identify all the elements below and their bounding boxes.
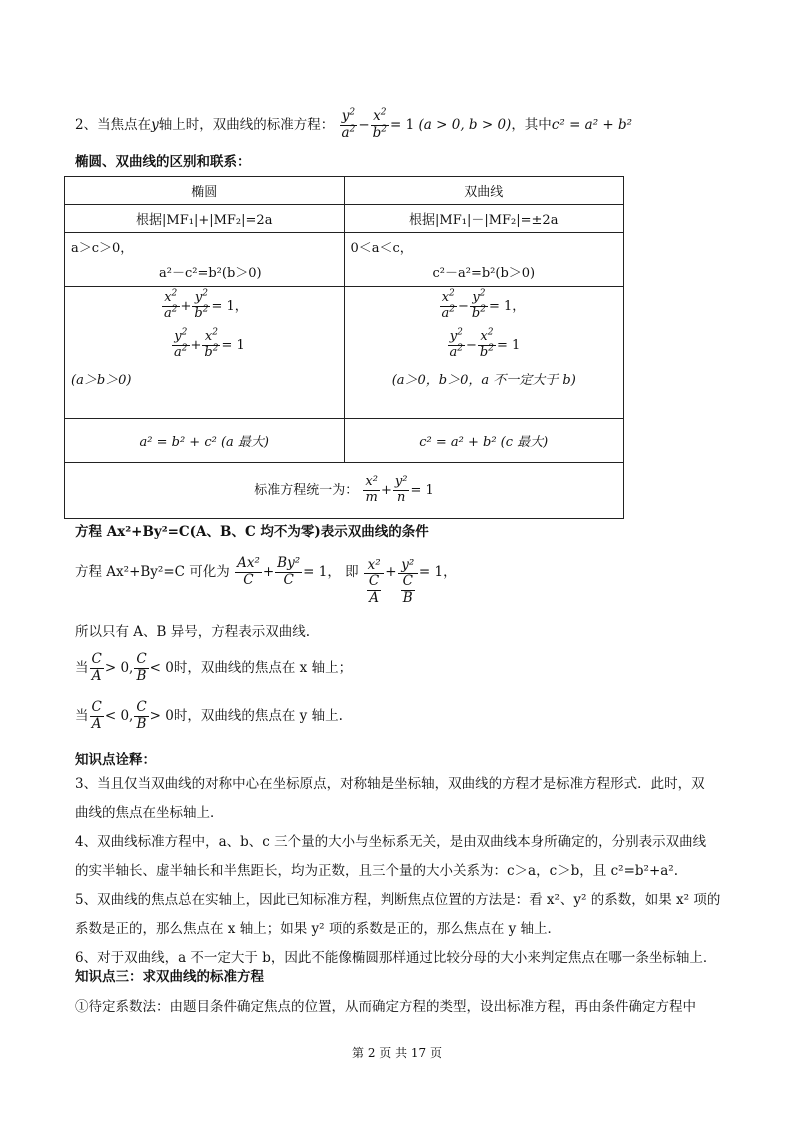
ellipse-equations-cell [65, 287, 345, 419]
explain-line: 6、对于双曲线，a 不一定大于 b，因此不能像椭圆那样通过比较分母的大小来判定焦点在哪一条坐标轴上． [75, 950, 717, 966]
col-hyperbola-header: 双曲线 [344, 177, 624, 205]
condition-line-4: 当 $\frac{C}{A}$ < 0, $\frac{C}{B}$ > 0时，双曲线的焦点在 y 轴上. [75, 699, 343, 732]
point3-line: ①待定系数法：由题目条件确定焦点的位置，从而确定方程的类型，设出标准方程，再由条件确定方程中 [75, 999, 696, 1015]
ellipse-definition: 根据|MF₁|+|MF₂|=2a [65, 205, 345, 233]
item2-line: 2、当焦点在y轴上时，双曲线的标准方程： $\frac{y^2}{a^2}$ − $\frac{x^2}{b^2}$ = 1 (a > 0, b > 0)，其中c² = a² + b² [75, 107, 633, 141]
item2-relation: c² = a² + b² [551, 117, 633, 133]
condition-line-2: 所以只有 A、B 异号，方程表示双曲线. [75, 624, 311, 640]
page-footer: 第 2 页 共 17 页 [352, 1046, 442, 1060]
ellipse-condition: (a＞b＞0) [71, 372, 132, 388]
explain-line: 5、双曲线的焦点总在实轴上，因此已知标准方程，判断焦点位置的方法是：看 x²、y² 的系数，如果 x² 项的 [75, 892, 721, 908]
explain-line: 的实半轴长、虚半轴长和半焦距长，均为正数，且三个量的大小关系为：c＞a，c＞b，且 c²=b²+a². [75, 863, 679, 879]
hyperbola-ac-1: 0＜a＜c， [350, 241, 413, 256]
condition-heading: 方程 Ax²+By²=C(A、B、C 均不为零)表示双曲线的条件 [75, 524, 429, 540]
condition-line-3: 当 $\frac{C}{A}$ > 0, $\frac{C}{B}$ < 0时，双曲线的焦点在 x 轴上； [75, 651, 353, 684]
unified-equation: 标准方程统一为： $\frac{\text{x²}}{m}$ + $\frac{\text{y²}}{n}$ = 1 [65, 463, 624, 519]
explain-line: 4、双曲线标准方程中，a、b、c 三个量的大小与坐标系无关，是由双曲线本身所确定的，分别表示双曲线 [75, 834, 707, 850]
ellipse-ac-1: a＞c＞0， [71, 241, 134, 256]
item2-rhs: = 1 [390, 117, 415, 133]
item2-frac-x: $\frac{x^2}{b^2}$ [372, 107, 388, 141]
ellipse-eq1: $\frac{x^2}{a^2}$ + $\frac{y^2}{b^2}$ = 1， [164, 288, 248, 321]
explain-block [75, 770, 730, 973]
explain-heading: 知识点诠释： [75, 752, 156, 768]
comparison-table [64, 176, 624, 519]
ellipse-ac-2: a²－c²=b²(b＞0) [159, 266, 262, 281]
hyperbola-equations-cell [344, 287, 624, 419]
hyperbola-eq1: $\frac{x^2}{a^2}$ − $\frac{y^2}{b^2}$ = 1， [441, 288, 526, 321]
item2-axis: y [151, 117, 159, 133]
item2-where: ，其中 [511, 117, 552, 133]
hyperbola-eq2: $\frac{y^2}{a^2}$ − $\frac{x^2}{b^2}$ = 1 [449, 327, 521, 360]
col-ellipse-header: 椭圆 [65, 177, 345, 205]
unified-label: 标准方程统一为： [254, 483, 359, 498]
item2-frac-y: $\frac{y^2}{a^2}$ [341, 107, 356, 141]
ellipse-relation: a² = b² + c² (a 最大) [65, 419, 345, 463]
ellipse-ac-cell [65, 233, 345, 287]
hyperbola-condition: (a＞0，b＞0，a 不一定大于 b) [391, 372, 576, 388]
hyperbola-definition: 根据|MF₁|－|MF₂|=±2a [344, 205, 624, 233]
section-heading: 椭圆、双曲线的区别和联系： [75, 154, 251, 170]
hyperbola-ac-2: c²－a²=b²(b＞0) [432, 266, 536, 281]
ellipse-eq2: $\frac{y^2}{a^2}$ + $\frac{x^2}{b^2}$ = 1 [174, 327, 245, 360]
hyperbola-ac-cell [344, 233, 624, 287]
explain-line: 系数是正的，那么焦点在 x 轴上；如果 y² 项的系数是正的，那么焦点在 y 轴上． [75, 921, 562, 937]
condition-line-1: 方程 Ax²+By²=C 可化为 $\frac{\text{Ax²}}{C}$ + $\frac{\text{By²}}{C}$ = 1， 即 $\frac{\text{x²}}{\frac{C}{A}}$ + $\frac{\text{y²}}{\frac{C}{B}}$ = 1， [75, 555, 457, 606]
explain-line: 3、当且仅当双曲线的对称中心在坐标原点，对称轴是坐标轴，双曲线的方程才是标准方程形式．此时，双 [75, 776, 705, 792]
point3-heading: 知识点三：求双曲线的标准方程 [75, 969, 264, 985]
item2-lead: 2、当焦点在 [75, 117, 152, 133]
item2-condition: (a > 0, b > 0) [418, 117, 512, 133]
item2-mid: 轴上时，双曲线的标准方程： [158, 117, 335, 133]
explain-line: 曲线的焦点在坐标轴上． [75, 805, 224, 821]
hyperbola-relation: c² = a² + b² (c 最大) [344, 419, 624, 463]
